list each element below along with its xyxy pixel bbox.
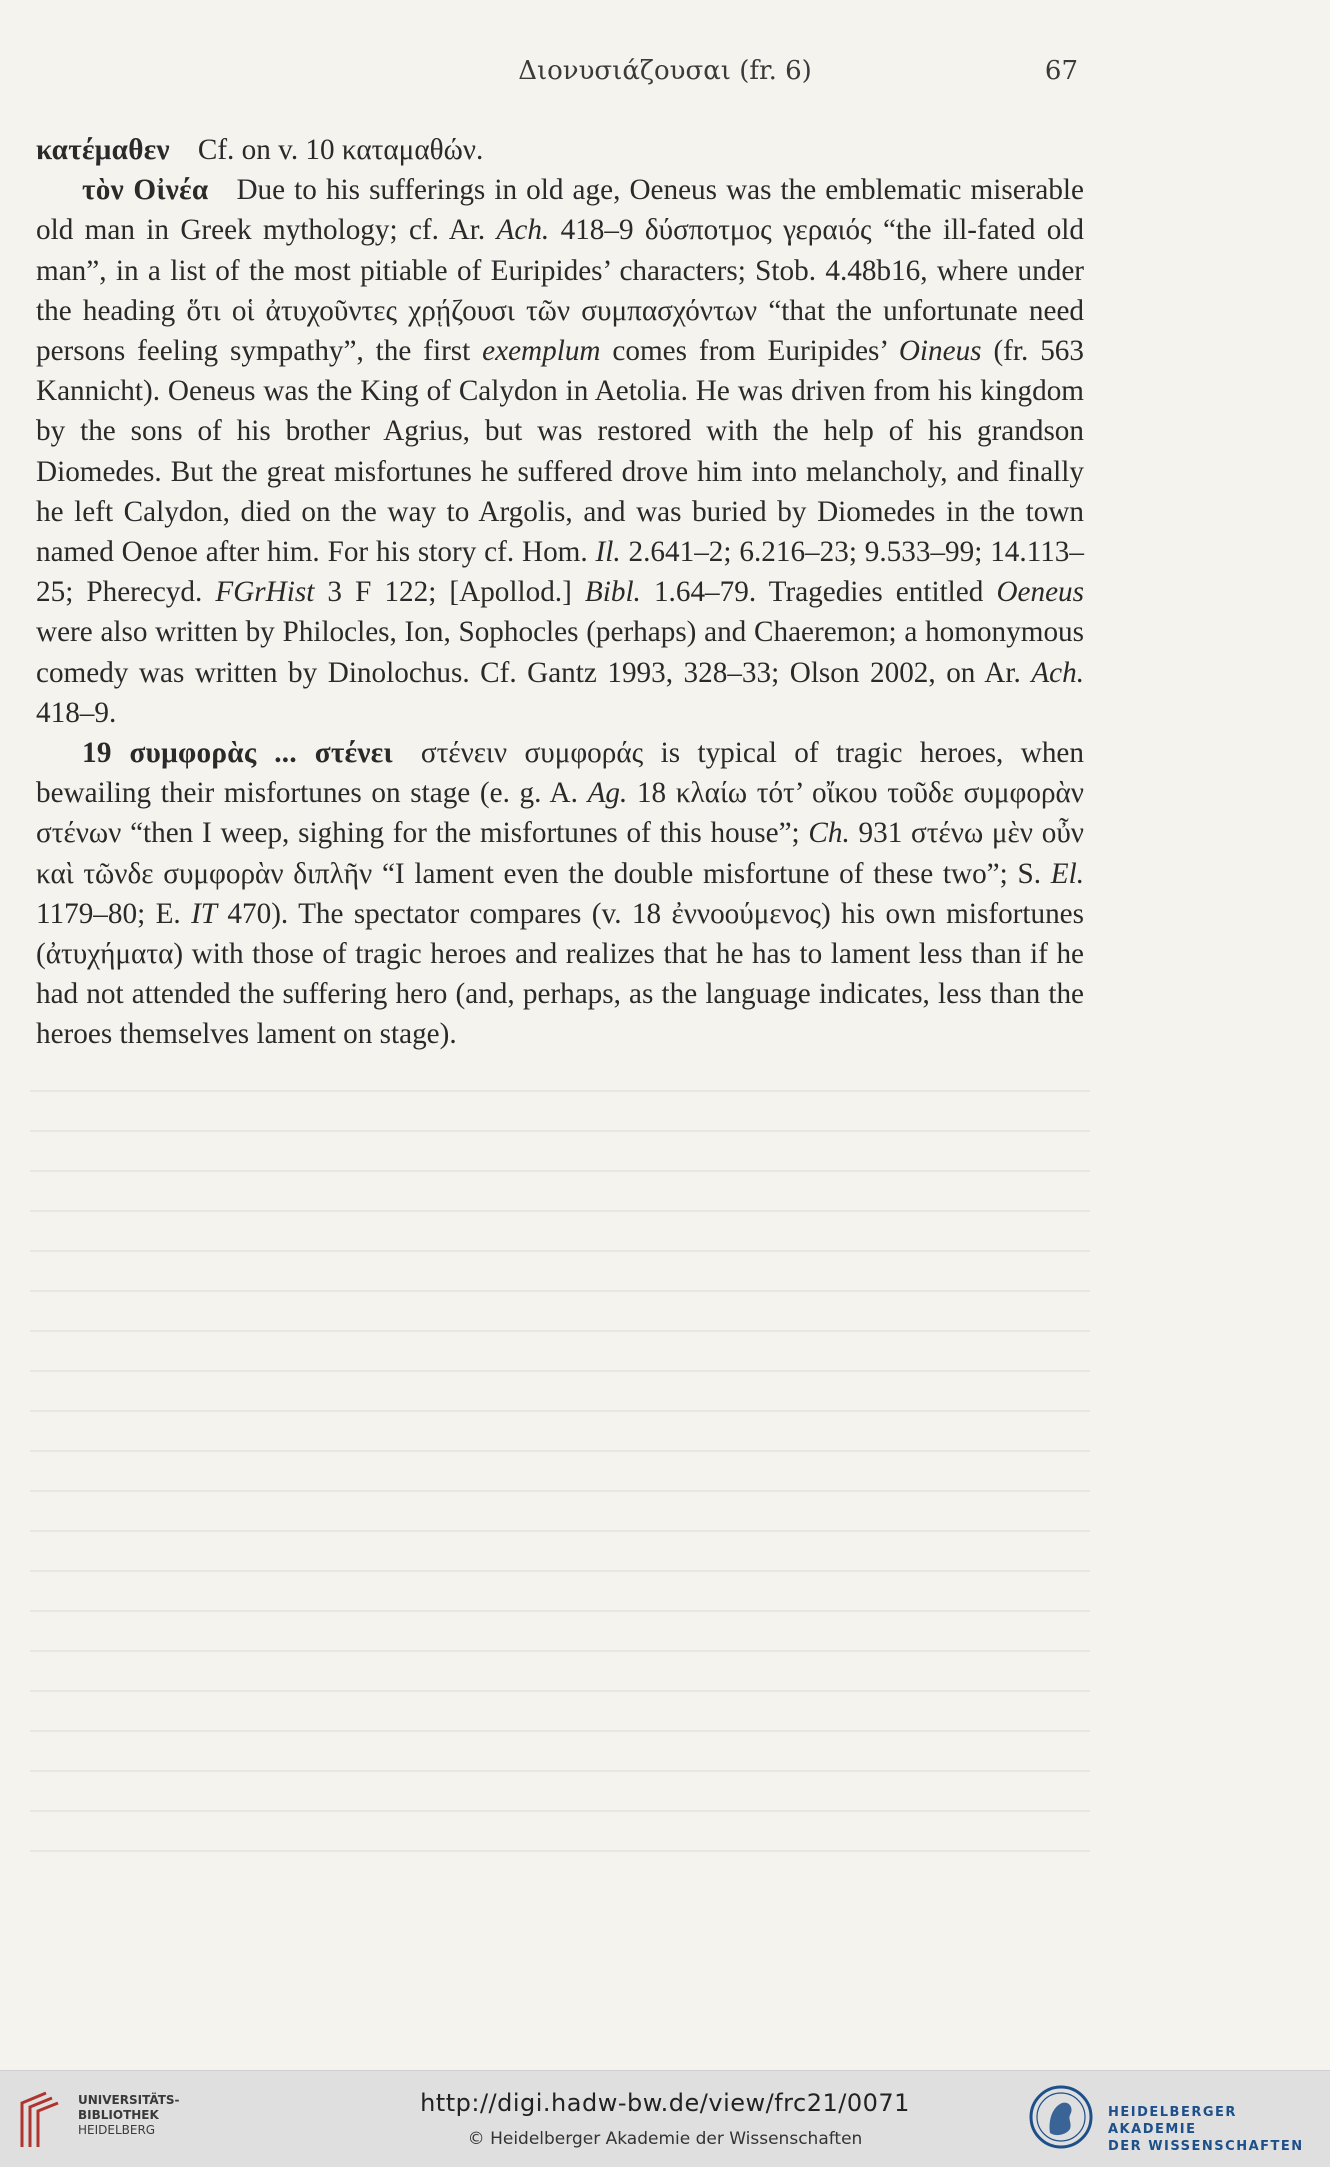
text-run: 1179–80; E.	[36, 897, 192, 930]
footer-bar	[0, 2070, 1330, 2167]
italic-citation: IT	[191, 897, 218, 930]
text-run: 1.64–79. Tragedies entitled	[640, 576, 997, 609]
lemma: τὸν Οἰνέα	[82, 174, 209, 207]
text-run: 418–9 δύσποτμος γεραιός “the ill-fated old man”, in a list of the most pitiable of Euripides’ characters; Stob. 4.48b16, where under the heading ὅτι οἱ ἀτυχοῦντες χρῄζουσι τῶν συμπασχόντων “that the unfortunate need persons feeling sympathy”, the first	[36, 214, 1084, 368]
page-number: 67	[1044, 56, 1078, 86]
commentary-entry	[36, 170, 1084, 733]
academy-name: HEIDELBERGER AKADEMIE DER WISSENSCHAFTEN	[1108, 2105, 1304, 2154]
italic-citation: Oineus	[898, 335, 982, 368]
italic-citation: exemplum	[482, 335, 601, 368]
text-run: 2.641–2; 6.216–23; 9.533–99; 14.113–25; Pherecyd.	[36, 536, 1084, 609]
academy-seal-icon	[1028, 2081, 1094, 2157]
text-run: 470). The spectator compares (v. 18 ἐννοούμενος) his own misfortunes (ἀτυχήματα) with those of tragic heroes and realizes that he has to lament less than if he had not attended the suffering hero (and, perhaps, as the language indicates, less than the heroes themselves lament on stage).	[36, 897, 1084, 1051]
italic-citation: Ach.	[496, 214, 550, 247]
commentary-body	[36, 130, 1084, 1055]
italic-citation: Bibl.	[584, 576, 641, 609]
italic-citation: Ch.	[808, 817, 850, 850]
italic-citation: Ag.	[587, 777, 628, 810]
entry-text	[36, 737, 1084, 1050]
text-run: 3 F 122; [Apollod.]	[314, 576, 585, 609]
running-head	[0, 56, 1330, 96]
text-run: 418–9.	[36, 696, 117, 729]
entry-text	[36, 174, 1084, 729]
commentary-entry	[36, 733, 1084, 1055]
commentary-entry	[36, 130, 1084, 170]
italic-citation: FGrHist	[215, 576, 315, 609]
show-through-text	[30, 1090, 1090, 1890]
source-url-link[interactable]: http://digi.hadw-bw.de/view/frc21/0071	[420, 2089, 910, 2117]
lemma: κατέμαθεν	[36, 134, 170, 166]
lemma: 19 συμφορὰς ... στένει	[82, 737, 393, 770]
text-run: were also written by Philocles, Ion, Sophocles (perhaps) and Chaeremon; a homonymous comedy was written by Dinolochus. Cf. Gantz 1993, 328–33; Olson 2002, on Ar.	[36, 616, 1084, 689]
running-title: Διονυσιάζουσαι (fr. 6)	[518, 56, 812, 86]
italic-citation: Oeneus	[996, 576, 1084, 609]
university-library-name: UNIVERSITÄTS- BIBLIOTHEK HEIDELBERG	[78, 2093, 180, 2137]
text-run: comes from Euripides’	[600, 335, 899, 368]
copyright-notice: © Heidelberger Akademie der Wissenschaften	[467, 2129, 863, 2149]
entry-text: Cf. on v. 10 καταμαθών.	[197, 134, 484, 166]
italic-citation: Il.	[595, 536, 621, 569]
text-run: στένειν συμφοράς is typical of tragic heroes, when bewailing their misfortunes on stage (e. g. A.	[36, 737, 1084, 810]
italic-citation: El.	[1050, 857, 1084, 890]
text-run: 18 κλαίω τότ’ οἴκου τοῦδε συμφορὰν στένων “then I weep, sighing for the misfortunes of this house”;	[36, 777, 1084, 850]
italic-citation: Ach.	[1031, 656, 1084, 689]
text-run: Due to his sufferings in old age, Oeneus was the emblematic miserable old man in Greek mythology; cf. Ar.	[36, 174, 1084, 247]
text-run: (fr. 563 Kannicht). Oeneus was the King of Calydon in Aetolia. He was driven from his kingdom by the sons of his brother Agrius, but was restored with the help of his grandson Diomedes. But the great misfortunes he suffered drove him into melancholy, and finally he left Calydon, died on the way to Argolis, and was buried by Diomedes in the town named Oenoe after him. For his story cf. Hom.	[36, 335, 1084, 569]
text-run: 931 στένω μὲν οὖν καὶ τῶνδε συμφορὰν διπλῆν “I lament even the double misfortune of these two”; S.	[36, 817, 1084, 890]
